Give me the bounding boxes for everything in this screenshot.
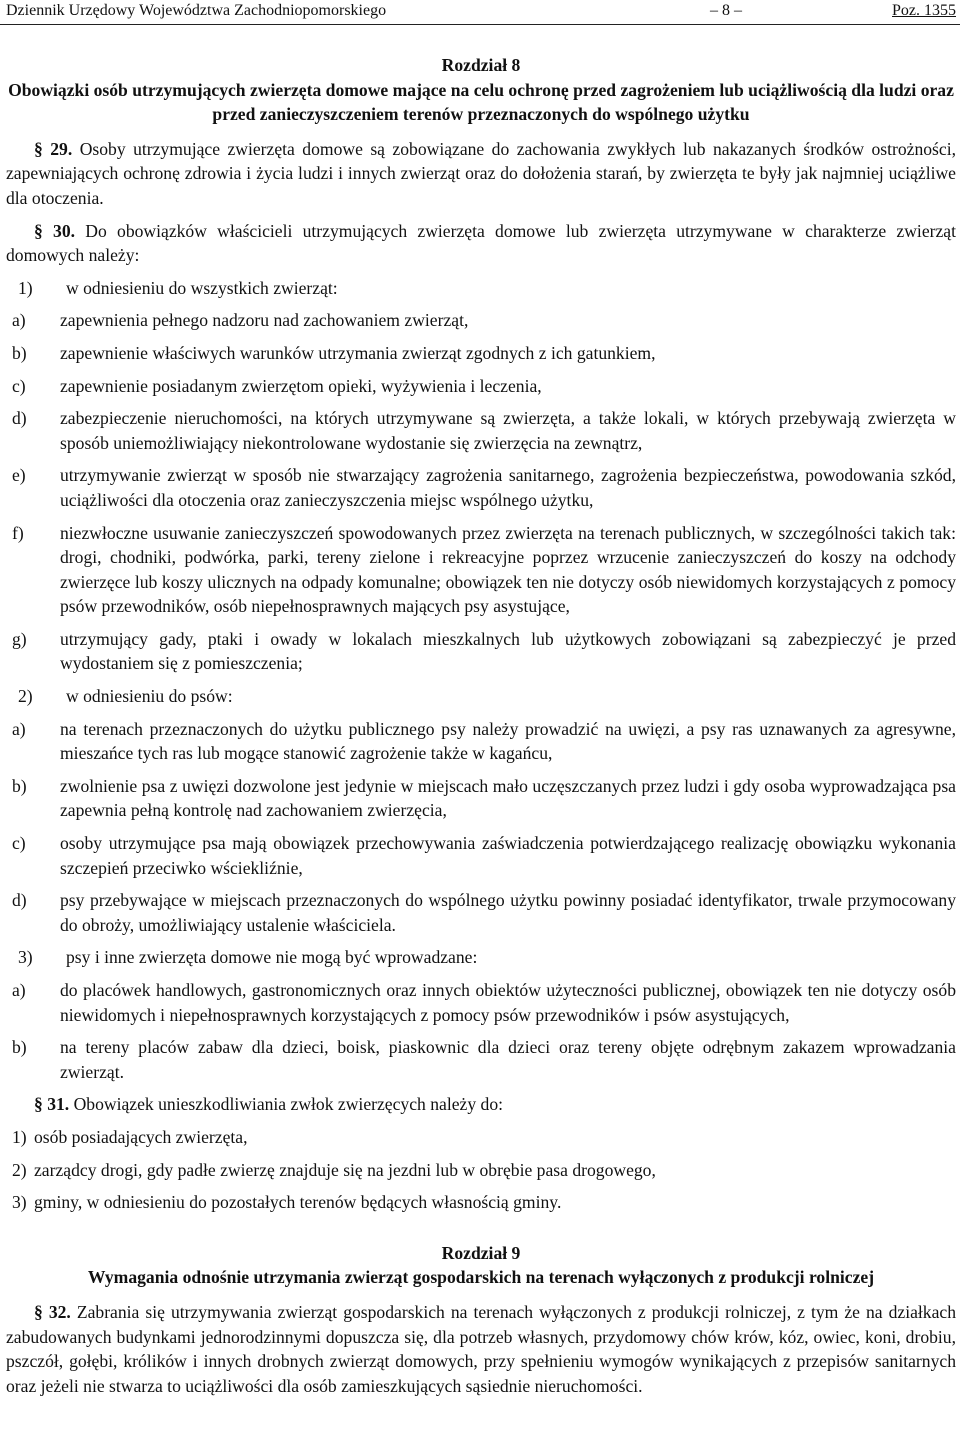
publication-title: Dziennik Urzędowy Województwa Zachodniopomorskiego	[6, 2, 387, 19]
point-marker: 2)	[18, 686, 33, 707]
letter-item-2b	[6, 774, 956, 823]
paragraph-number: § 32.	[34, 1301, 71, 1322]
letter-item-1e	[6, 463, 956, 512]
position-number: Poz. 1355	[892, 2, 956, 19]
chapter-9-title: Wymagania odnośnie utrzymania zwierząt gospodarskich na terenach wyłączonych z produkcji rolniczej	[87, 1267, 875, 1288]
item-marker: b)	[12, 775, 27, 796]
item-marker: e)	[12, 465, 26, 486]
point-marker: 3)	[18, 947, 33, 968]
paragraph-number: § 30.	[34, 220, 76, 241]
page-number: – 8 –	[710, 2, 742, 19]
item-marker: a)	[12, 310, 26, 331]
point-text: w odniesieniu do psów:	[66, 686, 233, 707]
letter-item-3a	[6, 978, 956, 1027]
header-rule	[0, 24, 960, 25]
item-text: zapewnienie właściwych warunków utrzymania zwierząt zgodnych z ich gatunkiem,	[60, 342, 656, 363]
chapter-8-title: Obowiązki osób utrzymujących zwierzęta domowe mające na celu ochronę przed zagrożeniem lub uciążliwością dla ludzi oraz przed zanieczyszczeniem terenów przeznaczonych do wspólnego użytku	[8, 79, 954, 125]
item-marker: d)	[12, 408, 27, 429]
point-marker: 1)	[12, 1126, 27, 1147]
item-text: do placówek handlowych, gastronomicznych oraz innych obiektów użyteczności publicznej, obowiązek ten nie dotyczy osób niewidomych i niepełnosprawnych korzystających z pomocy psów przewodników i psów asystujących,	[60, 980, 956, 1025]
point-text: w odniesieniu do wszystkich zwierząt:	[66, 277, 338, 298]
point-31-3	[6, 1190, 956, 1215]
paragraph-30	[6, 219, 956, 268]
letter-item-1c	[6, 374, 956, 399]
item-text: osoby utrzymujące psa mają obowiązek przechowywania zaświadczenia potwierdzającego realizację obowiązku wykonania szczepień przeciwko wściekliźnie,	[60, 833, 956, 878]
item-marker: b)	[12, 342, 27, 363]
point-text: gminy, w odniesieniu do pozostałych terenów będących własnością gminy.	[34, 1192, 562, 1213]
item-marker: g)	[12, 628, 27, 649]
paragraph-number: § 31.	[34, 1094, 70, 1115]
item-marker: d)	[12, 890, 27, 911]
paragraph-29	[6, 137, 956, 211]
chapter-9-heading: Rozdział 9	[441, 1242, 521, 1263]
point-1	[6, 276, 956, 301]
letter-item-1d	[6, 406, 956, 455]
letter-item-1f	[6, 521, 956, 619]
point-2	[6, 684, 956, 709]
item-text: utrzymywanie zwierząt w sposób nie stwarzający zagrożenia sanitarnego, zagrożenia bezpieczeństwa, powodowania szkód, uciążliwości dla otoczenia oraz zanieczyszczenia miejsc wspólnego użytku,	[60, 465, 956, 510]
point-text: osób posiadających zwierzęta,	[34, 1126, 248, 1147]
point-marker: 1)	[18, 277, 33, 298]
paragraph-number: § 29.	[34, 138, 73, 159]
item-marker: a)	[12, 980, 26, 1000]
item-marker: f)	[12, 522, 24, 543]
item-marker: a)	[12, 718, 26, 739]
letter-item-1a	[6, 308, 956, 333]
item-text: zwolnienie psa z uwięzi dozwolone jest jedynie w miejscach mało uczęszczanych przez ludzi i gdy osoba wyprowadzająca psa zapewnia pełną kontrolę nad zachowaniem zwierzęcia,	[60, 775, 956, 821]
chapter-8-heading: Rozdział 8	[441, 55, 521, 75]
letter-item-2a	[6, 717, 956, 766]
letter-item-3b	[6, 1035, 956, 1084]
point-marker: 3)	[12, 1192, 27, 1213]
paragraph-text: Zabrania się utrzymywania zwierząt gospodarskich na terenach wyłączonych z produkcji rolniczej, z tym że na działkach zabudowanych budynkami jednorodzinnymi dopuszcza się, dla potrzeb własnych, przydomowy chów krów, kóz, owiec, koni, drobiu, pszczół, gołębi, królików i innych drobnych zwierząt domowych, przy spełnieniu wymogów wynikających z przepisów sanitarnych oraz jeżeli nie stwarza to uciążliwości dla osób zamieszkujących sąsiednie nieruchomości.	[6, 1301, 957, 1396]
item-text: niezwłoczne usuwanie zanieczyszczeń spowodowanych przez zwierzęta na terenach publicznych, w szczególności takich tak: drogi, chodniki, podwórka, parki, tereny zielone i rekreacyjne poprzez wrzucenie zanieczyszczeń do koszy na odchody zwierzęce lub koszy ulicznych na odpady komunalne; obowiązek ten nie dotyczy osób niewidomych korzystających z pomocy psów przewodników, osób niepełnosprawnych mających psy asystujące,	[60, 522, 956, 617]
paragraph-31	[6, 1092, 956, 1117]
letter-item-1g	[6, 627, 956, 676]
letter-item-2c	[6, 831, 956, 880]
item-marker: c)	[12, 375, 26, 396]
letter-item-1b	[6, 341, 956, 366]
point-marker: 2)	[12, 1159, 27, 1180]
item-marker: b)	[12, 1037, 27, 1058]
paragraph-32	[6, 1300, 956, 1398]
item-marker: c)	[12, 833, 26, 854]
paragraph-text: Osoby utrzymujące zwierzęta domowe są zobowiązane do zachowania zwykłych lub nakazanych środków ostrożności, zapewniających ochronę zdrowia i życia ludzi i innych zwierząt oraz do dołożenia starań, by zwierzęta te były jak najmniej uciążliwe dla otoczenia.	[6, 138, 957, 208]
point-text: psy i inne zwierzęta domowe nie mogą być wprowadzane:	[66, 947, 478, 968]
item-text: utrzymujący gady, ptaki i owady w lokalach mieszkalnych lub użytkowych zobowiązani są zabezpieczyć je przed wydostaniem się z pomieszczenia;	[60, 628, 956, 674]
item-text: psy przebywające w miejscach przeznaczonych do wspólnego użytku powinny posiadać identyfikator, trwale przymocowany do obroży, umożliwiający ustalenie właściciela.	[60, 890, 956, 935]
page-header	[6, 0, 956, 24]
item-text: na terenach przeznaczonych do użytku publicznego psy należy prowadzić na uwięzi, a psy ras uznawanych za agresywne, mieszańce tych ras lub mogące stanowić zagrożenie także w kagańcu,	[60, 718, 956, 764]
item-text: zapewnienie posiadanym zwierzętom opieki, wyżywienia i leczenia,	[60, 375, 542, 396]
point-3	[6, 945, 956, 970]
point-31-1	[6, 1125, 956, 1150]
paragraph-text: Obowiązek unieszkodliwiania zwłok zwierzęcych należy do:	[73, 1094, 503, 1115]
point-31-2	[6, 1158, 956, 1183]
item-text: zabezpieczenie nieruchomości, na których utrzymywane są zwierzęta, a także lokali, w których przebywają zwierzęta w sposób uniemożliwiający niekontrolowane wydostanie się zwierzęcia na zewnątrz,	[60, 408, 956, 453]
paragraph-text: Do obowiązków właścicieli utrzymujących zwierzęta domowe lub zwierzęta utrzymywane w charakterze zwierząt domowych należy:	[6, 220, 956, 266]
item-text: zapewnienia pełnego nadzoru nad zachowaniem zwierząt,	[60, 310, 469, 331]
letter-item-2d	[6, 888, 956, 937]
point-text: zarządcy drogi, gdy padłe zwierzę znajduje się na jezdni lub w obrębie pasa drogowego,	[34, 1159, 656, 1180]
item-text: na tereny placów zabaw dla dzieci, boisk, piaskownic dla dzieci oraz tereny objęte odrębnym zakazem wprowadzania zwierząt.	[60, 1037, 956, 1082]
